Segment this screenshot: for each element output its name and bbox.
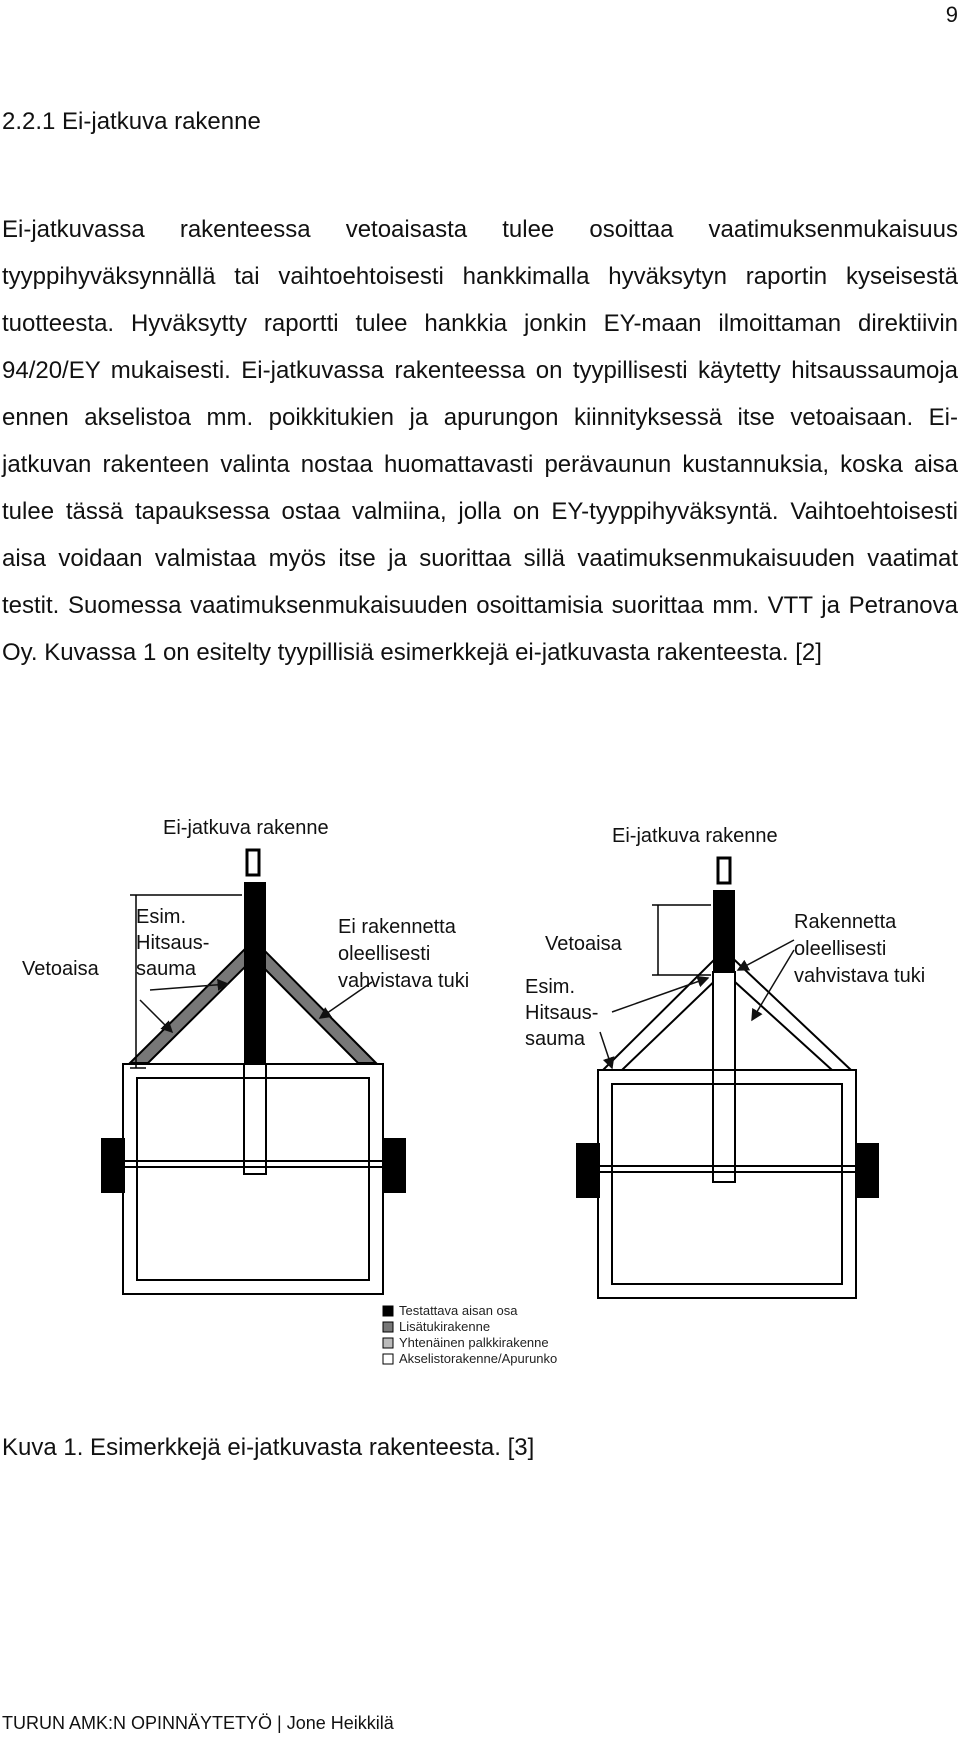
- legend-label: Akselistorakenne/Apurunko: [399, 1351, 558, 1366]
- legend-label: Testattava aisan osa: [399, 1303, 518, 1318]
- page-number: 9: [945, 2, 958, 27]
- right-hitch-eye: [718, 858, 730, 883]
- left-label-support: oleellisesti: [338, 943, 431, 965]
- left-wheel: [101, 1138, 125, 1193]
- legend-swatch: [383, 1354, 393, 1364]
- right-wheel: [855, 1143, 879, 1198]
- left-hitch-eye: [247, 850, 259, 875]
- right-support-pointer: [738, 940, 794, 970]
- left-diagram: [22, 817, 469, 1294]
- right-drawbar-tested: [713, 890, 735, 972]
- left-label-weld: Esim.: [136, 906, 186, 928]
- left-label-drawbar: Vetoaisa: [22, 958, 99, 980]
- left-label-weld: sauma: [136, 958, 197, 980]
- page-footer: TURUN AMK:N OPINNÄYTETYÖ | Jone Heikkilä: [2, 1713, 394, 1733]
- body-paragraph: Ei-jatkuvassa rakenteessa vetoaisasta tulee osoittaa vaatimuksenmukaisuus tyyppihyväksynnällä tai vaihtoehtoisesti hankkimalla hyväksytyn raportin kyseisestä tuotteesta. Hyväksytty raportti tulee hankkia jonkin EY-maan ilmoittaman direktiivin 94/20/EY mukaisesti. Ei-jatkuvassa rakenteessa on tyypillisesti käytetty hitsaussaumoja ennen akselistoa mm. poikkitukien ja apurungon kiinnityksessä itse vetoaisaan. Ei-jatkuvan rakenteen valinta nostaa huomattavasti perävaunun kustannuksia, koska aisa tulee tässä tapauksessa ostaa valmiina, jolla on EY-tyyppihyväksyntä. Vaihtoehtoisesti aisa voidaan valmistaa myös itse ja suorittaa sillä vaatimuksenmukaisuuden vaatimat testit. Suomessa vaatimuksenmukaisuuden osoittamisia suorittaa mm. VTT ja Petranova Oy. Kuvassa 1 on esitelty tyypillisiä esimerkkejä ei-jatkuvasta rakenteesta. [2]: [2, 216, 958, 666]
- right-drawbar-lower: [713, 972, 735, 1182]
- legend-swatch: [383, 1338, 393, 1348]
- left-drawbar-tested: [244, 882, 266, 1064]
- legend-label: Yhtenäinen palkkirakenne: [399, 1335, 549, 1350]
- figure-legend: [383, 1303, 557, 1366]
- left-label-support: Ei rakennetta: [338, 916, 456, 938]
- left-weld-pointer: [140, 1000, 172, 1032]
- section-heading: 2.2.1 Ei-jatkuva rakenne: [2, 108, 261, 135]
- right-wheel: [576, 1143, 600, 1198]
- right-label-support: oleellisesti: [794, 938, 887, 960]
- left-wheel: [382, 1138, 406, 1193]
- legend-label: Lisätukirakenne: [399, 1319, 491, 1334]
- figure-caption: Kuva 1. Esimerkkejä ei-jatkuvasta rakenteesta. [3]: [2, 1434, 535, 1461]
- right-label-weld: Esim.: [525, 976, 575, 998]
- figure-diagram: [0, 800, 960, 1380]
- right-label-support: Rakennetta: [794, 911, 897, 933]
- right-label-weld: Hitsaus-: [525, 1002, 599, 1024]
- right-weld-pointer: [600, 1032, 612, 1068]
- right-diagram: [525, 825, 925, 1298]
- right-support-brace: [603, 950, 724, 1070]
- right-label-drawbar: Vetoaisa: [545, 933, 622, 955]
- legend-swatch: [383, 1322, 393, 1332]
- left-label-support: vahvistava tuki: [338, 970, 470, 992]
- left-label-weld: Hitsaus-: [136, 932, 210, 954]
- right-label-weld: sauma: [525, 1028, 586, 1050]
- left-title: Ei-jatkuva rakenne: [163, 817, 329, 839]
- left-drawbar-lower: [244, 1064, 266, 1174]
- right-label-support: vahvistava tuki: [794, 965, 926, 987]
- legend-swatch: [383, 1306, 393, 1316]
- figure-trailer-structures: [0, 800, 960, 1380]
- right-title: Ei-jatkuva rakenne: [612, 825, 778, 847]
